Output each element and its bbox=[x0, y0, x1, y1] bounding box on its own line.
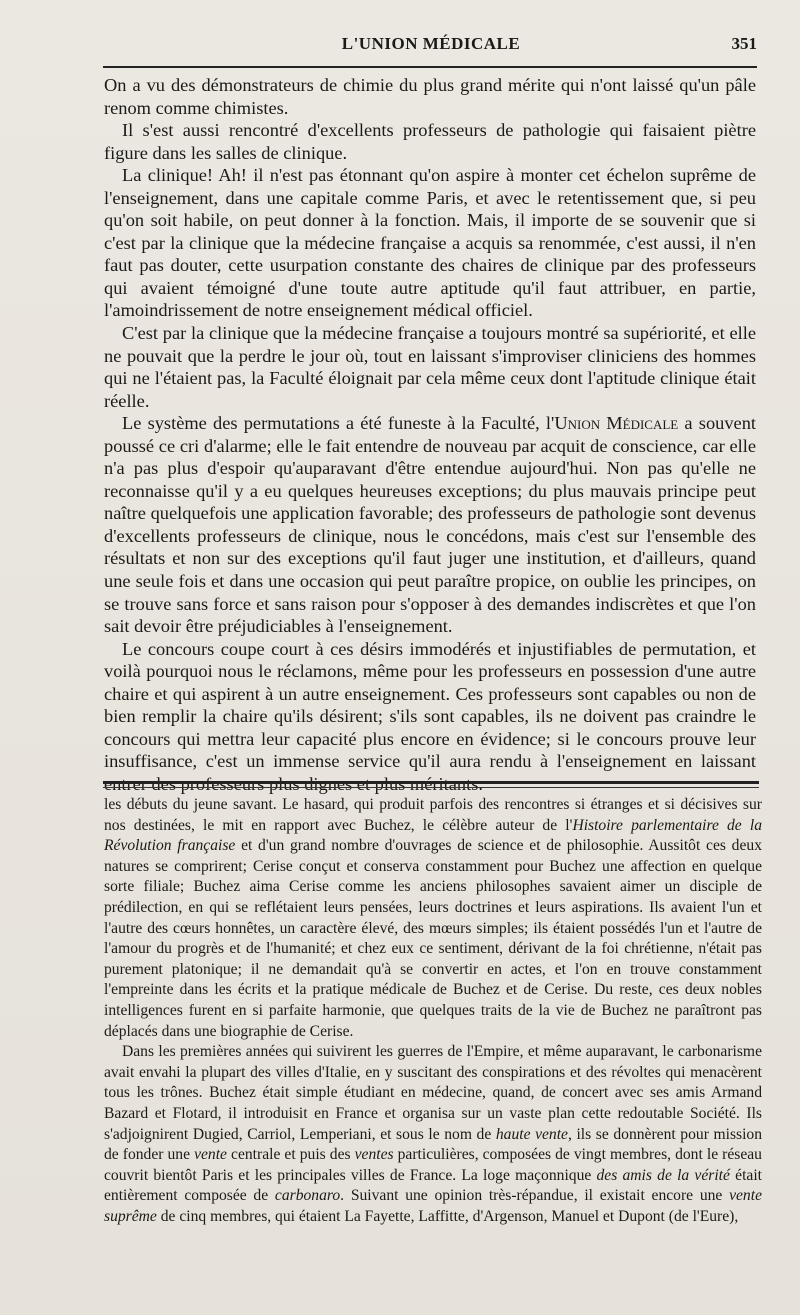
italic-term: des amis de la vérité bbox=[596, 1166, 730, 1184]
journal-title: L'UNION MÉDICALE bbox=[341, 34, 521, 53]
page-number: 351 bbox=[731, 34, 757, 53]
main-article bbox=[104, 74, 756, 796]
article-paragraph: La clinique! Ah! il n'est pas étonnant qu'on aspire à monter cet échelon suprême de l'enseignement, dans une capitale comme Paris, et avec le retentissement que, si peu qu'on soit habile, on peut donner à la fonction. Mais, il importe de se souvenir que si c'est par la clinique que la médecine française a acquis sa renommée, c'est aussi, il n'en faut pas douter, cette usurpation constante des chaires de clinique par des professeurs qui avaient témoigné d'une toute autre aptitude qu'il faut attribuer, en partie, l'amoindrissement de notre enseignement médical officiel. bbox=[104, 165, 756, 321]
text-run: et d'un grand nombre d'ouvrages de science et de philosophie. Aussitôt ces deux natures se comprirent; Cerise conçut et conserva constamment pour Buchez une affection en quelque sorte filiale; Buchez aima Cerise comme les anciens philosophes savaient aimer un disciple de prédilection, en qui se reflétaient leurs pensées, leurs doctrines et leurs aspirations. Ils avaient l'un et l'autre des cœurs honnêtes, un caractère élevé, des mœurs simples; ils étaient possédés l'un et l'autre de l'amour du progrès et de l'humanité; et chez eux ce sentiment, dérivant de la foi chrétienne, n'était pas purement platonique; il ne demandait qu'à se convertir en actes, et l'on en trouve constamment l'empreinte dans les écrits et la pratique médicale de Buchez et de Cerise. Du reste, ces deux nobles intelligences furent en si parfaite harmonie, que quelques traits de la vie de Buchez ne paraîtront pas déplacés dans une biographie de Cerise. bbox=[104, 837, 762, 1040]
italic-term: carbonaro bbox=[274, 1187, 341, 1205]
feuilleton-paragraph bbox=[104, 795, 762, 1042]
running-header bbox=[105, 34, 757, 60]
book-title: Histoire parlementaire de la Révolution française bbox=[104, 816, 762, 855]
italic-term: haute vente bbox=[495, 1125, 568, 1143]
feuilleton-paragraph bbox=[104, 1042, 762, 1227]
text-run: a souvent poussé ce cri d'alarme; elle le fait entendre de nouveau par acquit de conscience, car elle n'a pas plus d'espoir qu'auparavant d'être entendue aujourd'hui. Non pas qu'elle ne reconnaisse qu'il y a eu quelques heureuses exceptions; du plus mauvais principe peut naître quelquefois une application favorable; des professeurs de pathologie sont devenus d'excellents professeurs de clinique, nous le concédons, mais c'est sur l'ensemble des résultats et non sur des exceptions qu'il faut juger une institution, et d'ailleurs, quand une seule fois et dans une occasion qui peut paraître propice, on oublie les principes, on se trouve sans force et sans raison pour s'opposer à des demandes indiscrètes et que l'on sait devoir être préjudiciables à l'enseignement. bbox=[104, 413, 756, 637]
text-run: Dans les premières années qui suivirent les guerres de l'Empire, et même auparavant, le carbonarisme avait envahi la plupart des villes d'Italie, en y suscitant des conspirations et des révoltes qui menacèrent tous les trônes. Buchez était simple étudiant en médecine, quand, de concert avec ses amis Armand Bazard et Flotard, il introduisit en France et organisa sur un vaste plan cette redoutable Société. Ils s'adjoignirent Dugied, Carriol, Lemperiani, et sous le nom de bbox=[104, 1043, 762, 1143]
article-paragraph: On a vu des démonstrateurs de chimie du plus grand mérite qui n'ont laissé qu'un pâle renom comme chimistes. bbox=[104, 75, 756, 118]
text-run: de cinq membres, qui étaient La Fayette, Laffitte, d'Argenson, Manuel et Dupont (de l'Eure), bbox=[156, 1207, 739, 1225]
italic-term: vente suprême bbox=[104, 1187, 762, 1225]
article-paragraph bbox=[104, 412, 756, 637]
italic-term: ventes bbox=[354, 1146, 394, 1164]
feuilleton-section bbox=[104, 795, 762, 1227]
feuilleton-separator-thin bbox=[103, 787, 759, 788]
header-rule bbox=[103, 66, 757, 68]
text-run: particulières, composées de vingt membres, dont le réseau couvrit bientôt Paris et les principales villes de France. La loge maçonnique bbox=[104, 1146, 762, 1184]
text-run: les débuts du jeune savant. Le hasard, qui produit parfois des rencontres si étranges et si décisives sur nos destinées, le mit en rapport avec Buchez, le célèbre auteur de l' bbox=[104, 796, 762, 834]
text-run: . Suivant une opinion très-répandue, il existait encore une bbox=[340, 1187, 730, 1205]
article-paragraph: Le concours coupe court à ces désirs immodérés et injustifiables de permutation, et voilà pourquoi nous le réclamons, même pour les professeurs en possession d'une autre chaire et qui aspirent à un autre enseignement. Ces professeurs sont capables ou non de bien remplir la chaire qu'ils désirent; s'ils sont capables, ils ne doivent pas craindre le concours qui mettra leur capacité plus encore en évidence; si le concours prouve leur insuffisance, c'est un immense service qu'il aura rendu à l'enseignement en laissant bbox=[104, 638, 756, 772]
text-run: était entièrement composée de bbox=[104, 1166, 762, 1205]
article-paragraph: Il s'est aussi rencontré d'excellents professeurs de pathologie qui faisaient piètre figure dans les salles de clinique. bbox=[104, 120, 756, 163]
article-paragraph: C'est par la clinique que la médecine française a toujours montré sa supériorité, et elle ne pouvait que la perdre le jour où, tout en laissant s'improviser cliniciens des hommes qui ne l'étaient pas, la Faculté éloignait par cela même ceux dont l'aptitude clinique était réelle. bbox=[104, 323, 756, 411]
text-run: centrale et puis des bbox=[226, 1146, 355, 1164]
journal-name-smallcaps: Union Médicale bbox=[554, 413, 679, 434]
text-run: Le système des permutations a été funeste à la Faculté, l' bbox=[122, 413, 555, 434]
text-run: , ils se donnèrent pour mission de fonder une bbox=[104, 1125, 763, 1164]
italic-term: vente bbox=[194, 1146, 227, 1164]
feuilleton-separator-thick bbox=[103, 781, 759, 784]
